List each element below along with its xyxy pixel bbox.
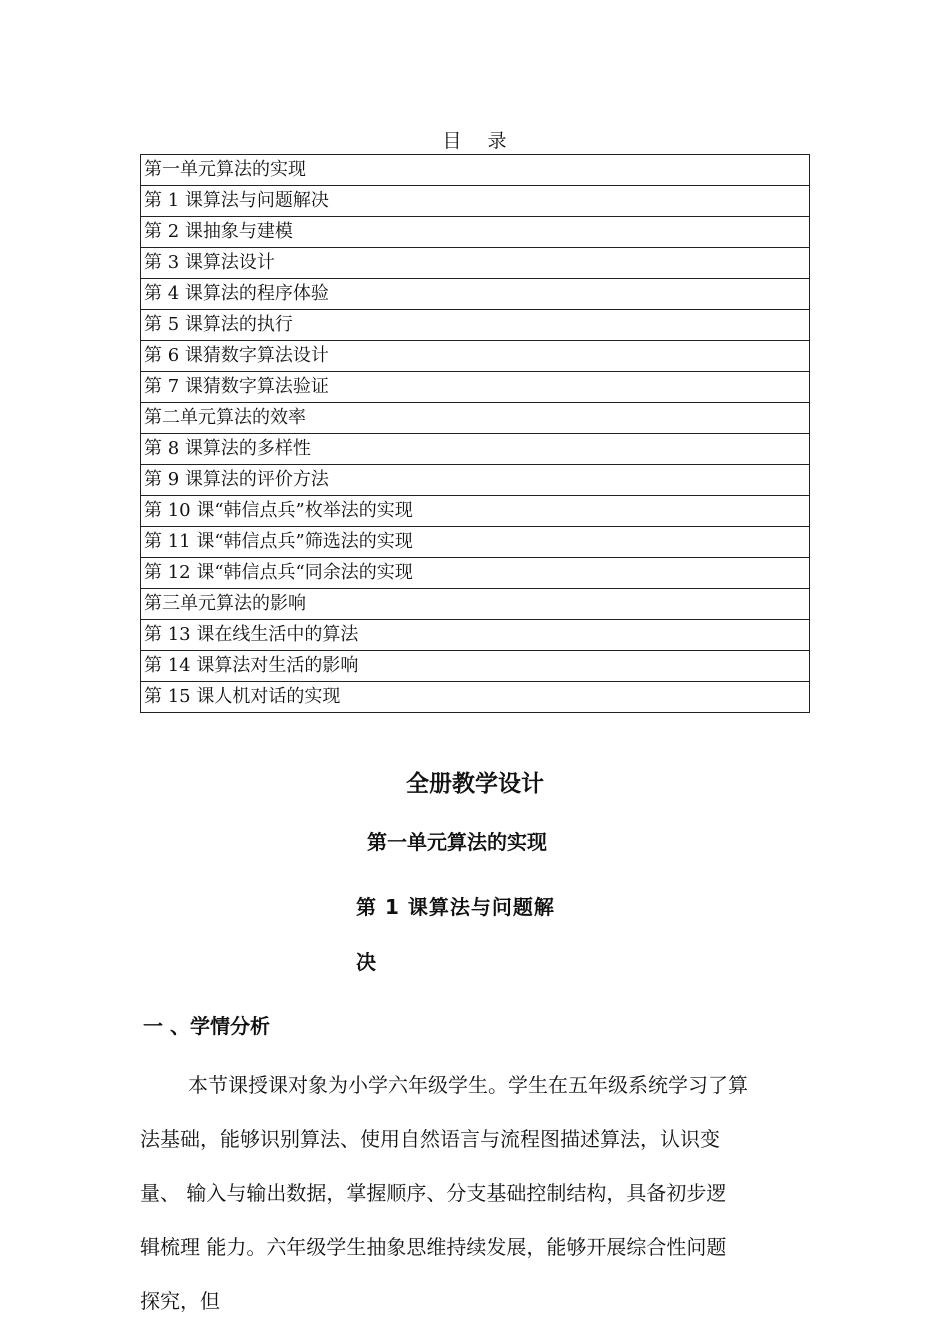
main-title: 全册教学设计 (406, 771, 544, 797)
toc-item: 第 13 课在线生活中的算法 (141, 620, 810, 651)
toc-item: 第三单元算法的影响 (141, 589, 810, 620)
toc-item: 第 11 课“韩信点兵”筛选法的实现 (141, 527, 810, 558)
toc-row (141, 651, 810, 682)
toc-item: 第 5 课算法的执行 (141, 310, 810, 341)
toc-title: 目 录 (442, 130, 508, 152)
toc-item: 第 7 课猜数字算法验证 (141, 372, 810, 403)
lesson-title-line: 第 1 课算法与问题解 (356, 895, 555, 919)
toc-table (140, 154, 810, 713)
toc-row (141, 341, 810, 372)
toc-row (141, 558, 810, 589)
toc-row (141, 310, 810, 341)
body-paragraph (140, 1058, 812, 1328)
toc-row (141, 434, 810, 465)
lesson-title-line: 决 (356, 950, 377, 974)
toc-item: 第 9 课算法的评价方法 (141, 465, 810, 496)
paragraph-line: 法基础，能够识别算法、使用自然语言与流程图描述算法，认识变 (140, 1127, 720, 1151)
toc-item: 第 10 课“韩信点兵”枚举法的实现 (141, 496, 810, 527)
toc-item: 第一单元算法的实现 (141, 155, 810, 186)
toc-row (141, 403, 810, 434)
toc-row (141, 248, 810, 279)
toc-row (141, 279, 810, 310)
toc-item: 第 12 课“韩信点兵“同余法的实现 (141, 558, 810, 589)
toc-row (141, 186, 810, 217)
paragraph-line: 辑梳理 能力。六年级学生抽象思维持续发展，能够开展综合性问题 (140, 1235, 727, 1259)
toc-row (141, 217, 810, 248)
paragraph-line: 量、 输入与输出数据，掌握顺序、分支基础控制结构，具备初步逻 (140, 1181, 727, 1205)
toc-row (141, 589, 810, 620)
toc-item: 第 2 课抽象与建模 (141, 217, 810, 248)
toc-row (141, 682, 810, 713)
paragraph-line: 探究，但 (140, 1289, 220, 1313)
toc-item: 第 1 课算法与问题解决 (141, 186, 810, 217)
unit-title: 第一单元算法的实现 (367, 830, 547, 854)
toc-item: 第二单元算法的效率 (141, 403, 810, 434)
toc-row (141, 372, 810, 403)
toc-item: 第 8 课算法的多样性 (141, 434, 810, 465)
lesson-title (356, 880, 581, 990)
toc-row (141, 496, 810, 527)
toc-row (141, 155, 810, 186)
toc-row (141, 465, 810, 496)
toc-item: 第 15 课人机对话的实现 (141, 682, 810, 713)
section-heading: 一 、学情分析 (143, 1014, 270, 1038)
paragraph-line: 本节课授课对象为小学六年级学生。学生在五年级系统学习了算 (188, 1073, 748, 1097)
toc-item: 第 6 课猜数字算法设计 (141, 341, 810, 372)
toc-item: 第 14 课算法对生活的影响 (141, 651, 810, 682)
toc-row (141, 527, 810, 558)
toc-row (141, 620, 810, 651)
toc-item: 第 3 课算法设计 (141, 248, 810, 279)
toc-item: 第 4 课算法的程序体验 (141, 279, 810, 310)
